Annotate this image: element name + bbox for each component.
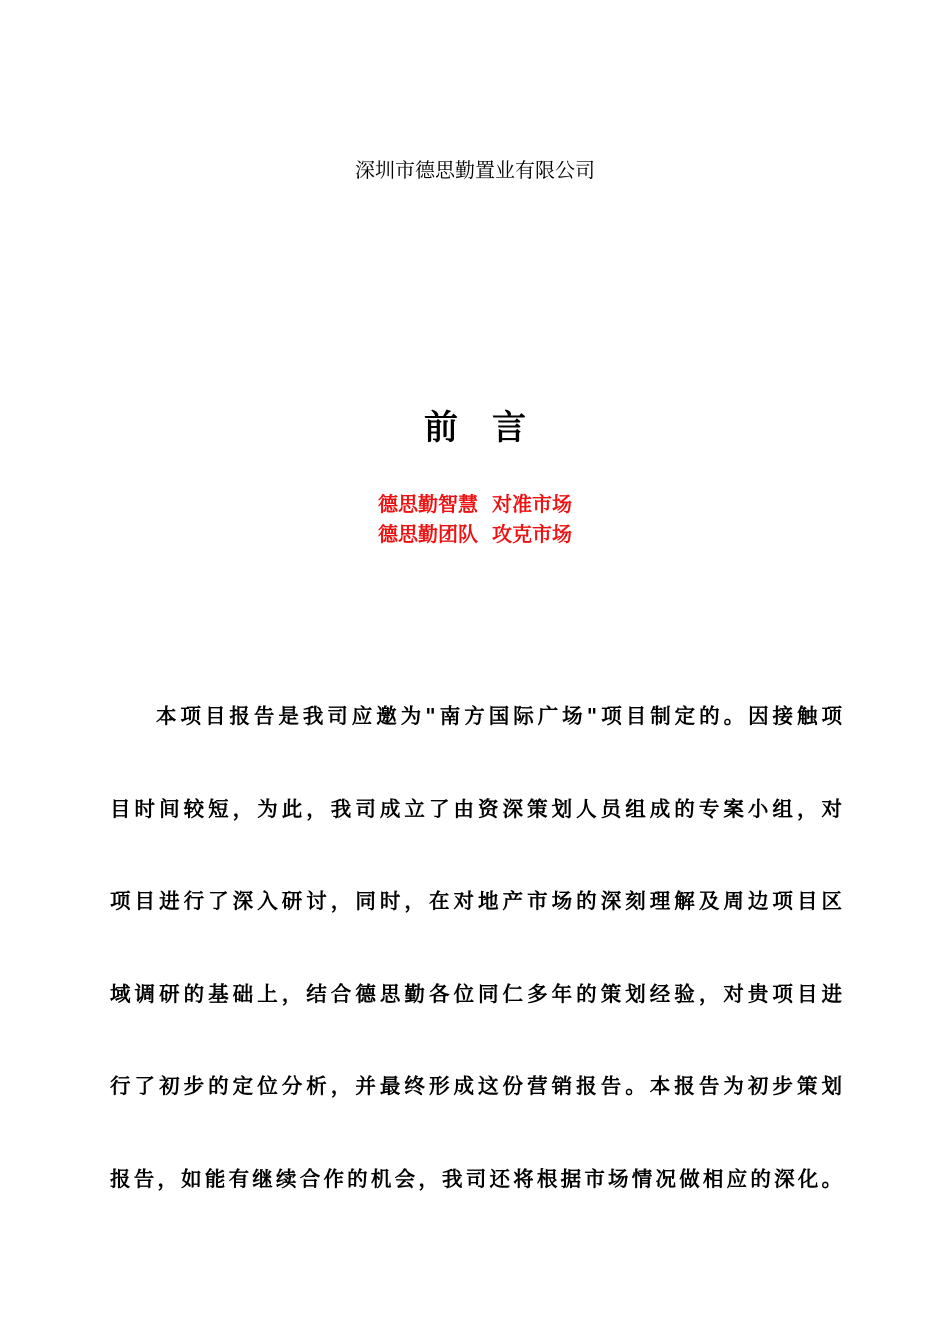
slogan-team: 德思勤团队 攻克市场 xyxy=(378,522,572,546)
company-name: 深圳市德思勤置业有限公司 xyxy=(355,158,595,182)
body-paragraph-line: 项目进行了深入研讨，同时，在对地产市场的深刻理解及周边项目区 xyxy=(110,889,842,913)
slogan-wisdom: 德思勤智慧 对准市场 xyxy=(378,492,572,516)
slogan-block xyxy=(0,489,950,549)
body-paragraph-line: 目时间较短，为此，我司成立了由资深策划人员组成的专案小组，对 xyxy=(110,796,842,821)
body-paragraph-line: 域调研的基础上，结合德思勤各位同仁多年的策划经验，对贵项目进 xyxy=(110,981,842,1006)
body-paragraph-line: 报告，如能有继续合作的机会，我司还将根据市场情况做相应的深化。 xyxy=(110,1166,842,1191)
body-paragraph-line: 行了初步的定位分析，并最终形成这份营销报告。本报告为初步策划 xyxy=(110,1074,842,1098)
preface-body xyxy=(110,700,842,1255)
preface-title: 前 言 xyxy=(424,408,526,448)
body-paragraph-line: 本项目报告是我司应邀为"南方国际广场"项目制定的。因接触项 xyxy=(156,704,842,728)
